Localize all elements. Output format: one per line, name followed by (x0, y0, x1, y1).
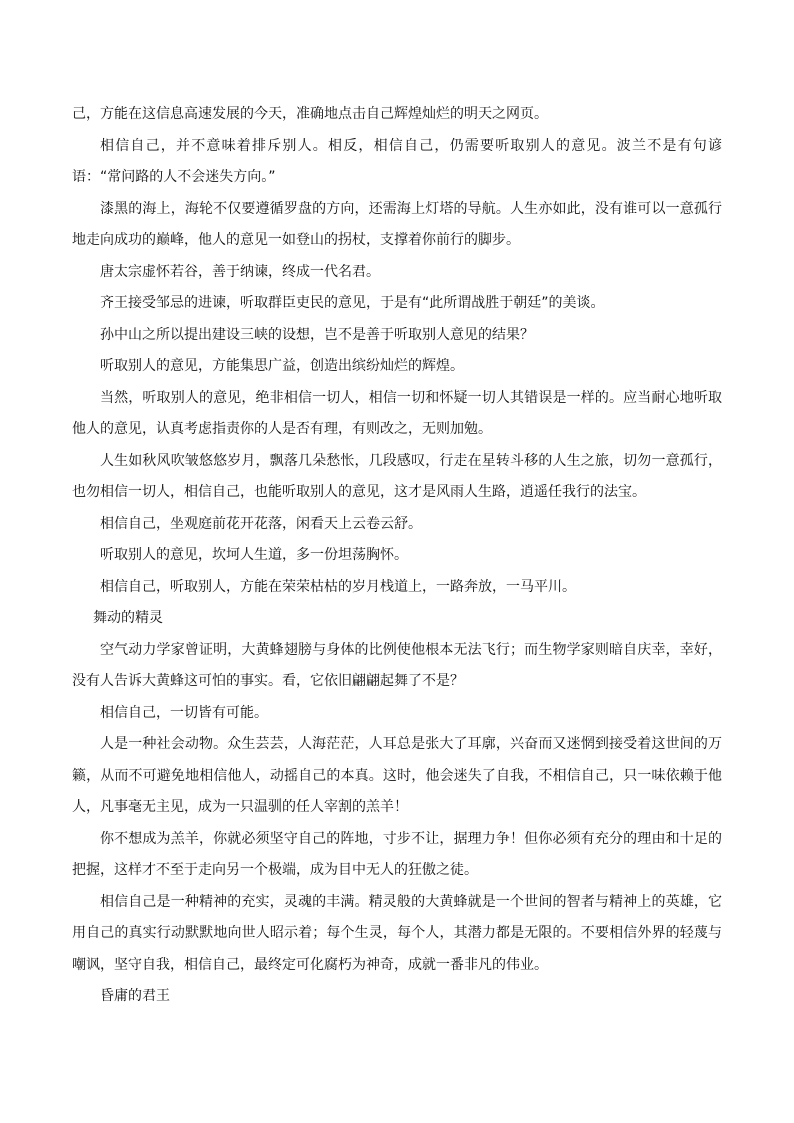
paragraph: 听取别人的意见，方能集思广益，创造出缤纷灿烂的辉煌。 (100, 358, 464, 374)
paragraph: 听取别人的意见，坎坷人生道，多一份坦荡胸怀。 (100, 547, 408, 563)
paragraph: 你不想成为羔羊，你就必须坚守自己的阵地，寸步不让，据理力争！但你必须有充分的理由和十足的把握，这样才不至于走向另一个极端，成为目中无人的狂傲之徒。 (72, 830, 722, 878)
paragraph: 唐太宗虚怀若谷，善于纳谏，终成一代名君。 (100, 263, 380, 280)
paragraph: 相信自己，坐观庭前花开花落，闲看天上云卷云舒。 (100, 515, 422, 532)
paragraph: 人生如秋风吹皱悠悠岁月，飘落几朵愁怅，几段感叹，行走在星转斗移的人生之旅，切勿一意孤行，也勿相信一切人，相信自己，也能听取别人的意见，这才是风雨人生路，逍遥任我行的法宝。 (72, 452, 722, 500)
paragraph: 相信自己，一切皆有可能。 (100, 704, 268, 721)
paragraph: 己，方能在这信息高速发展的今天，准确地点击自己辉煌灿烂的明天之网页。 (72, 106, 548, 122)
section-heading: 昏庸的君王 (100, 988, 170, 1004)
paragraph: 相信自己，并不意味着排斥别人。相反，相信自己，仍需要听取别人的意见。波兰不是有句谚语：“常问路的人不会迷失方向。” (72, 137, 722, 185)
document-body (72, 99, 722, 1013)
paragraph: 当然，听取别人的意见，绝非相信一切人，相信一切和怀疑一切人其错误是一样的。应当耐心地听取他人的意见，认真考虑指责你的人是否有理，有则改之，无则加勉。 (72, 389, 722, 437)
paragraph: 漆黑的海上，海轮不仅要遵循罗盘的方向，还需海上灯塔的导航。人生亦如此，没有谁可以一意孤行地走向成功的巅峰，他人的意见一如登山的拐杖，支撑着你前行的脚步。 (72, 200, 722, 248)
paragraph: 相信自己，听取别人，方能在荣荣枯枯的岁月栈道上，一路奔放，一马平川。 (100, 578, 576, 595)
paragraph: 空气动力学家曾证明，大黄蜂翅膀与身体的比例使他根本无法飞行；而生物学家则暗自庆幸，幸好，没有人告诉大黄蜂这可怕的事实。看，它依旧翩翩起舞了不是？ (72, 641, 722, 689)
section-heading: 舞动的精灵 (93, 610, 163, 626)
paragraph: 齐王接受邹忌的进谏，听取群臣吏民的意见，于是有“此所谓战胜于朝廷”的美谈。 (100, 295, 605, 311)
paragraph: 人是一种社会动物。众生芸芸，人海茫茫，人耳总是张大了耳廓，兴奋而又迷惘到接受着这世间的万籁，从而不可避免地相信他人，动摇自己的本真。这时，他会迷失了自我，不相信自己，只一味依赖于他人，凡事毫无主见，成为一只温驯的任人宰割的羔羊！ (72, 736, 722, 815)
paragraph: 相信自己是一种精神的充实，灵魂的丰满。精灵般的大黄蜂就是一个世间的智者与精神上的英雄，它用自己的真实行动默默地向世人昭示着；每个生灵，每个人，其潜力都是无限的。不要相信外界的轻蔑与嘲讽，坚守自我，相信自己，最终定可化腐朽为神奇，成就一番非凡的伟业。 (72, 893, 722, 973)
paragraph: 孙中山之所以提出建设三峡的设想，岂不是善于听取别人意见的结果？ (100, 326, 534, 343)
